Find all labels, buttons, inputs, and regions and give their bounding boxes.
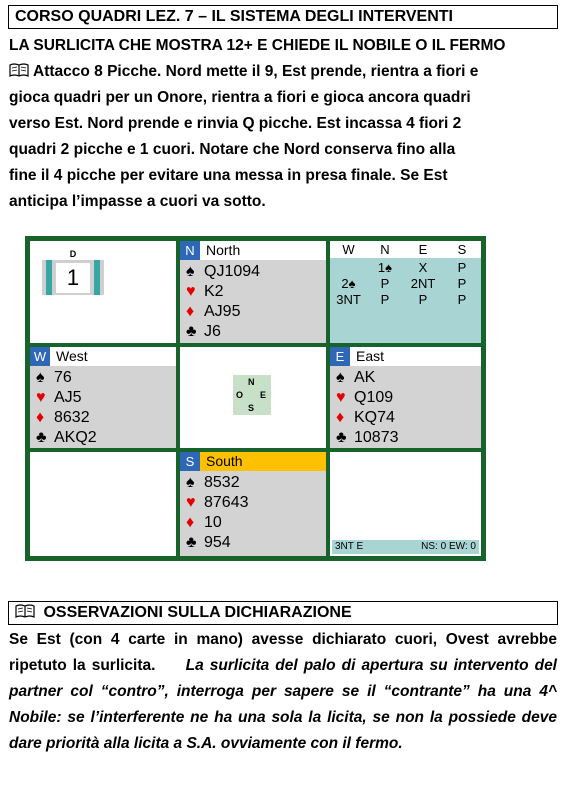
bid-cell: P: [457, 276, 467, 291]
bidding-table: [330, 241, 481, 343]
bid-cell: P: [418, 292, 428, 307]
observation-normal: Se Est (con 4 carte in mano) avesse dichiarato cuori, Ovest avrebbe ripetuto la surlicita.: [9, 631, 557, 674]
north-hearts: K2: [204, 283, 224, 300]
bid-cell: 1♠: [377, 260, 393, 275]
bid-cell: P: [457, 260, 467, 275]
club-icon: ♣: [36, 429, 47, 446]
east-clubs: 10873: [354, 429, 399, 446]
south-spades: 8532: [204, 474, 240, 491]
heart-icon: ♥: [186, 283, 196, 300]
diamond-icon: ♦: [186, 303, 195, 320]
bid-header-n: N: [380, 242, 390, 257]
intro-block: [9, 33, 557, 215]
north-header: [180, 241, 326, 260]
south-clubs: 954: [204, 534, 231, 551]
intro-line-6: anticipa l’impasse a cuori va sotto.: [9, 193, 266, 210]
north-hand: [180, 241, 326, 343]
north-name: North: [206, 242, 241, 258]
east-hearts: Q109: [354, 389, 394, 406]
south-name: South: [206, 453, 243, 469]
bid-cell: 2NT: [410, 276, 436, 291]
north-clubs: J6: [204, 323, 221, 340]
east-header: [330, 347, 481, 366]
spade-icon: ♠: [186, 474, 195, 491]
west-spades: 76: [54, 369, 72, 386]
compass-n: N: [248, 377, 255, 387]
diamond-icon: ♦: [36, 409, 45, 426]
bidding-header: [330, 241, 481, 258]
compass-s: S: [248, 403, 255, 413]
bid-header-w: W: [342, 242, 355, 257]
east-cards: [330, 366, 481, 448]
heart-icon: ♥: [36, 389, 46, 406]
score: NS: 0 EW: 0: [421, 541, 476, 552]
spade-icon: ♠: [186, 263, 195, 280]
south-hearts: 87643: [204, 494, 249, 511]
empty-cell: [30, 452, 176, 556]
bid-cell: P: [380, 292, 390, 307]
result-bar: [332, 540, 479, 554]
board-info-cell: [30, 241, 176, 343]
compass-o: O: [236, 390, 244, 400]
bid-header-e: E: [418, 242, 428, 257]
board-side-right: [94, 260, 100, 295]
west-name: West: [56, 348, 88, 364]
bid-cell: 3NT: [336, 292, 361, 307]
bid-header-s: S: [457, 242, 467, 257]
board-side-left: [46, 260, 52, 295]
intro-line-1: Attacco 8 Picche. Nord mette il 9, Est prende, rientra a fiori e: [9, 59, 557, 85]
spade-icon: ♠: [36, 369, 45, 386]
south-hand: [180, 452, 326, 556]
club-icon: ♣: [186, 534, 197, 551]
section-title: [8, 601, 558, 625]
bid-cell: [330, 260, 367, 276]
board-number: 1: [56, 263, 90, 293]
spade-icon: ♠: [336, 369, 345, 386]
intro-line-2: gioca quadri per un Onore, rientra a fiori e gioca ancora quadri: [9, 89, 471, 106]
result-cell: [330, 452, 481, 556]
intro-line-5: fine il 4 picche per evitare una messa in presa finale. Se Est: [9, 167, 448, 184]
east-spades: AK: [354, 369, 376, 386]
lesson-title: [8, 5, 558, 29]
dealer-label: D: [42, 249, 104, 260]
diamond-icon: ♦: [186, 514, 195, 531]
west-seat: W: [30, 347, 50, 366]
north-spades: QJ1094: [204, 263, 261, 280]
north-cards: [180, 260, 326, 343]
north-seat: N: [180, 241, 200, 260]
east-diamonds: KQ74: [354, 409, 395, 426]
contract: 3NT E: [335, 541, 364, 552]
east-seat: E: [330, 347, 350, 366]
heart-icon: ♥: [336, 389, 346, 406]
south-cards: [180, 471, 326, 556]
compass-cell: [180, 347, 326, 448]
south-diamonds: 10: [204, 514, 222, 531]
west-hand: [30, 347, 176, 448]
board-number-frame: [42, 249, 104, 295]
bid-cell: P: [380, 276, 390, 291]
west-hearts: AJ5: [54, 389, 82, 406]
intro-line-4: quadri 2 picche e 1 cuori. Notare che Nord conserva fino alla: [9, 141, 456, 158]
club-icon: ♣: [336, 429, 347, 446]
east-hand: [330, 347, 481, 448]
book-icon: [15, 604, 35, 618]
bid-cell: X: [418, 260, 428, 275]
observations: [9, 627, 557, 757]
west-clubs: AKQ2: [54, 429, 97, 446]
book-icon: [9, 63, 29, 77]
west-diamonds: 8632: [54, 409, 90, 426]
bridge-diagram: [25, 236, 486, 561]
observation-italic: La surlicita del palo di apertura su intervento del partner col “contro”, interroga per sapere se il “contrante” ha una 4^ Nobile: se l’interferente ne ha una sola la licita, se non la possiede deve dare priorità alla licita a S.A. ovviamente con il fermo.: [9, 657, 557, 752]
bid-cell: P: [457, 292, 467, 307]
lesson-title-text: CORSO QUADRI LEZ. 7 – IL SISTEMA DEGLI INTERVENTI: [15, 8, 453, 25]
west-cards: [30, 366, 176, 448]
club-icon: ♣: [186, 323, 197, 340]
compass-e: E: [260, 390, 267, 400]
south-seat: S: [180, 452, 200, 471]
compass: [233, 375, 271, 415]
bidding-rows: [330, 258, 481, 308]
subtitle: LA SURLICITA CHE MOSTRA 12+ E CHIEDE IL NOBILE O IL FERMO: [9, 37, 506, 54]
diamond-icon: ♦: [336, 409, 345, 426]
bid-cell: 2♠: [341, 276, 356, 291]
heart-icon: ♥: [186, 494, 196, 511]
intro-line-3: verso Est. Nord prende e rinvia Q picche. Est incassa 4 fiori 2: [9, 115, 462, 132]
east-name: East: [356, 348, 385, 364]
north-diamonds: AJ95: [204, 303, 241, 320]
west-header: [30, 347, 176, 366]
south-header: [180, 452, 326, 471]
section-title-text: OSSERVAZIONI SULLA DICHIARAZIONE: [43, 604, 352, 621]
